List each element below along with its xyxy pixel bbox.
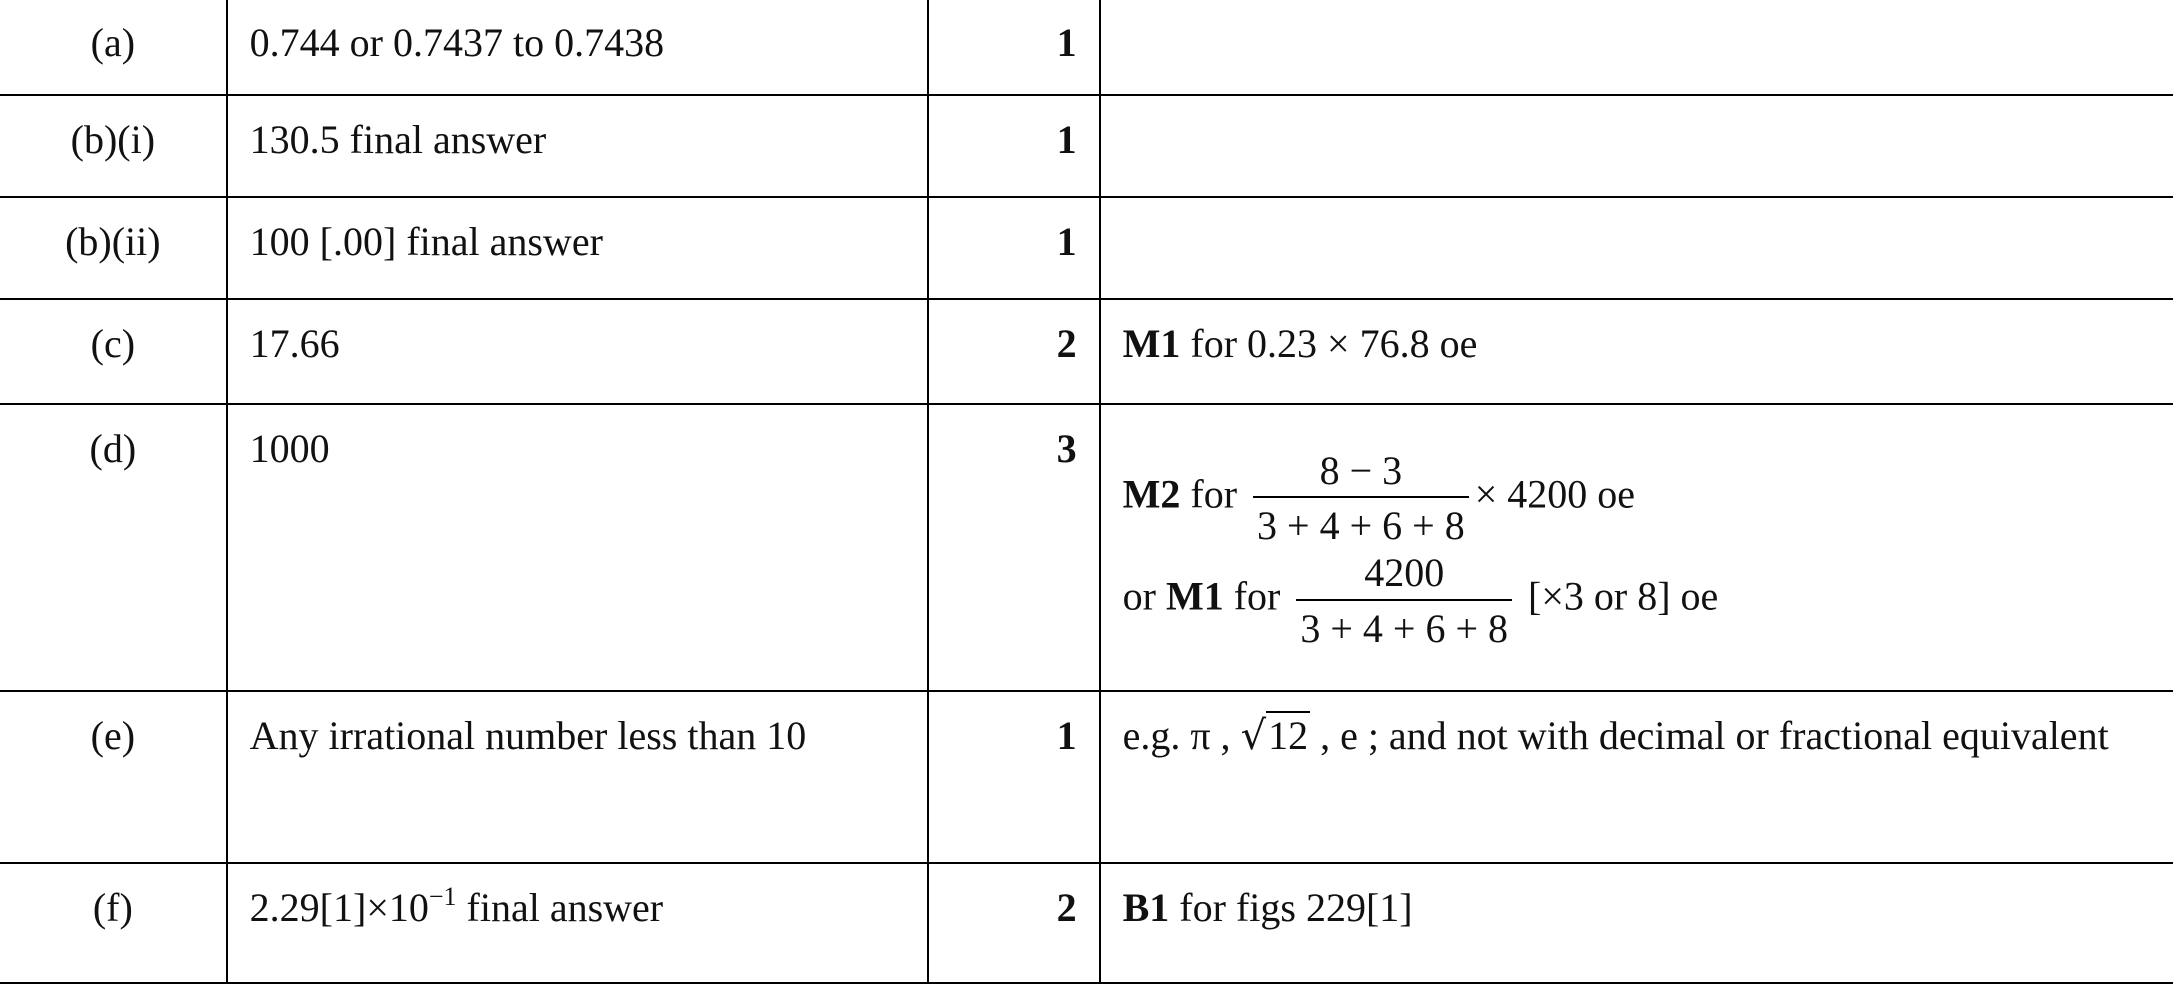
mark-code: M1 [1165, 573, 1224, 619]
guidance-cell [1100, 197, 2173, 299]
mark-cell: 2 [928, 863, 1100, 983]
guidance-cell [1100, 691, 2173, 863]
answer-cell: 130.5 final answer [227, 95, 928, 197]
guidance-tail: × 4200 oe [1474, 471, 1636, 517]
fraction-numerator: 8 − 3 [1253, 447, 1469, 498]
answer-cell: Any irrational number less than 10 [227, 691, 928, 863]
guidance-cell [1100, 0, 2173, 95]
square-root [1241, 712, 1311, 760]
mark-cell: 2 [928, 299, 1100, 404]
guidance-or: or [1122, 573, 1166, 619]
fraction [1253, 447, 1469, 549]
part-label: (e) [0, 691, 227, 863]
guidance-for: for [1180, 471, 1248, 517]
guidance-cell [1100, 299, 2173, 404]
mark-code: M2 [1122, 471, 1181, 517]
mark-cell: 1 [928, 691, 1100, 863]
guidance-line-m2 [1123, 447, 2152, 549]
answer-exponent: −1 [428, 882, 457, 911]
part-label: (b)(i) [0, 95, 227, 197]
part-label: (c) [0, 299, 227, 404]
answer-base: 2.29[1]×10 [249, 885, 429, 930]
guidance-text: for figs 229[1] [1169, 885, 1413, 930]
mark-cell: 1 [928, 197, 1100, 299]
table-row [0, 691, 2173, 863]
radical-sign: √ [1240, 713, 1267, 759]
guidance-cell [1100, 863, 2173, 983]
part-label: (d) [0, 404, 227, 691]
mark-code: B1 [1122, 885, 1170, 930]
radicand: 12 [1268, 713, 1309, 758]
answer-cell: 1000 [227, 404, 928, 691]
table-row [0, 0, 2173, 95]
mark-cell: 3 [928, 404, 1100, 691]
fraction-numerator: 4200 [1296, 549, 1512, 600]
answer-tail: final answer [456, 885, 664, 930]
table-row [0, 95, 2173, 197]
answer-cell: 100 [.00] final answer [227, 197, 928, 299]
part-label: (f) [0, 863, 227, 983]
answer-cell [227, 863, 928, 983]
guidance-text: for 0.23 × 76.8 oe [1180, 321, 1478, 366]
guidance-cell [1100, 404, 2173, 691]
table-row [0, 197, 2173, 299]
guidance-tail: [×3 or 8] oe [1518, 573, 1719, 619]
answer-cell: 0.744 or 0.7437 to 0.7438 [227, 0, 928, 95]
fraction-denominator: 3 + 4 + 6 + 8 [1300, 605, 1509, 651]
part-label: (b)(ii) [0, 197, 227, 299]
mark-code: M1 [1122, 321, 1181, 366]
guidance-line-m1 [1123, 549, 2152, 651]
mark-cell: 1 [928, 95, 1100, 197]
table-row [0, 299, 2173, 404]
guidance-cell [1100, 95, 2173, 197]
part-label: (a) [0, 0, 227, 95]
fraction-denominator: 3 + 4 + 6 + 8 [1257, 503, 1465, 549]
guidance-post: , e ; and not with decimal or fractional equivalent [1310, 713, 2109, 758]
table-row [0, 863, 2173, 983]
guidance-for: for [1223, 573, 1291, 619]
mark-cell: 1 [928, 0, 1100, 95]
answer-cell: 17.66 [227, 299, 928, 404]
table-row [0, 404, 2173, 691]
guidance-pre: e.g. π , [1122, 713, 1241, 758]
fraction [1296, 549, 1512, 651]
